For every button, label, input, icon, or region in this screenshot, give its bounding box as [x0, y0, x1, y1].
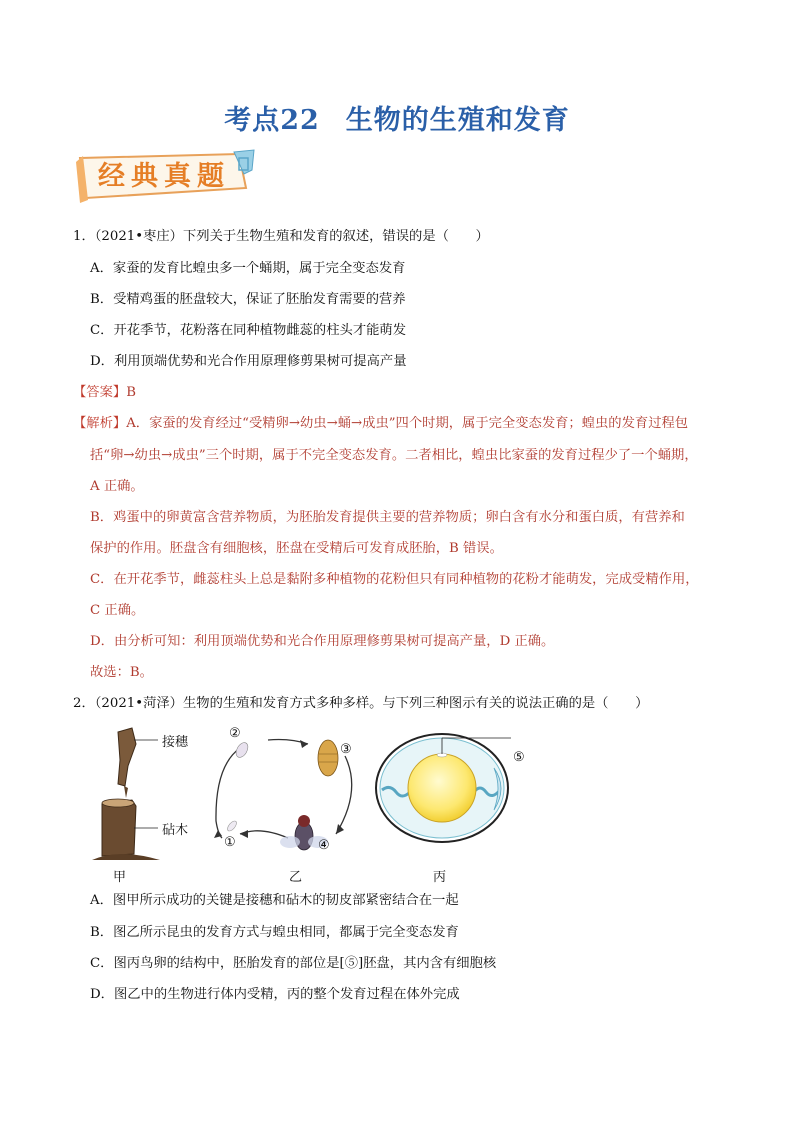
- analysis-line-5: 保护的作用。胚盘含有细胞核，胚盘在受精后可发育成胚胎，B 错误。: [90, 541, 503, 556]
- analysis-text-1: A．家蚕的发育经过“受精卵→幼虫→蛹→成虫”四个时期，属于完全变态发育；蝗虫的发育过程包: [126, 416, 689, 431]
- label-zhanmu: 砧木: [162, 823, 189, 838]
- bird-egg-diagram: [376, 734, 511, 842]
- section-badge-text: 经典真题: [98, 161, 230, 192]
- q2-option-b: B．图乙所示昆虫的发育方式与蝗虫相同，都属于完全变态发育: [90, 925, 459, 940]
- page-title: [0, 98, 794, 137]
- page-title-part1: 考点22: [224, 105, 320, 136]
- label-embryo-disc: ⑤: [513, 750, 525, 765]
- answer-label: 【答案】: [73, 385, 127, 400]
- label-jia: 甲: [113, 870, 127, 885]
- label-stage-2: ②: [229, 726, 241, 741]
- answer-value: B: [126, 385, 136, 400]
- label-stage-4: ④: [318, 838, 330, 853]
- q1-stem: 1．（2021•枣庄）下列关于生物生殖和发育的叙述，错误的是（ ）: [73, 229, 489, 244]
- q1-option-a: A．家蚕的发育比蝗虫多一个蛹期，属于完全变态发育: [90, 261, 406, 276]
- label-bing: 丙: [433, 870, 447, 885]
- analysis-conclusion: 故选：B。: [90, 665, 153, 680]
- label-yi: 乙: [289, 870, 303, 885]
- analysis-line-6: C．在开花季节，雌蕊柱头上总是黏附多种植物的花粉但只有同种植物的花粉才能萌发，完成受精作用，: [90, 572, 699, 587]
- analysis-label: 【解析】: [73, 416, 127, 431]
- analysis-line-7: C 正确。: [90, 603, 145, 618]
- label-stage-1: ①: [224, 835, 236, 850]
- q2-stem: 2．（2021•菏泽）生物的生殖和发育方式多种多样。与下列三种图示有关的说法正确的是（ ）: [73, 696, 649, 711]
- q2-option-a: A．图甲所示成功的关键是接穗和砧木的韧皮部紧密结合在一起: [90, 893, 459, 908]
- q1-option-b: B．受精鸡蛋的胚盘较大，保证了胚胎发育需要的营养: [90, 292, 406, 307]
- label-stage-3: ③: [340, 742, 352, 757]
- analysis-line-3: A 正确。: [90, 479, 144, 494]
- analysis-line-2: 括“卵→幼虫→成虫”三个时期，属于不完全变态发育。二者相比，蝗虫比家蚕的发育过程少了一个蛹期，: [90, 448, 698, 463]
- analysis-line-1: [73, 414, 688, 434]
- insect-lifecycle: [214, 740, 352, 851]
- q2-option-c: C．图丙鸟卵的结构中，胚胎发育的部位是[⑤]胚盘，其内含有细胞核: [90, 956, 497, 971]
- q1-option-d: D．利用顶端优势和光合作用原理修剪果树可提高产量: [90, 354, 407, 369]
- analysis-line-4: B．鸡蛋中的卵黄富含营养物质，为胚胎发育提供主要的营养物质；卵白含有水分和蛋白质，有营养和: [90, 510, 685, 525]
- q2-figure: [90, 726, 540, 886]
- page-title-part2: 生物的生殖和发育: [345, 105, 570, 136]
- label-jiesui: 接穗: [162, 735, 189, 750]
- q1-answer: [73, 383, 136, 403]
- q1-option-c: C．开花季节，花粉落在同种植物雌蕊的柱头才能萌发: [90, 323, 407, 338]
- grafting-illustration: [92, 728, 160, 860]
- q2-option-d: D．图乙中的生物进行体内受精，丙的整个发育过程在体外完成: [90, 987, 460, 1002]
- analysis-line-8: D．由分析可知：利用顶端优势和光合作用原理修剪果树可提高产量，D 正确。: [90, 634, 555, 649]
